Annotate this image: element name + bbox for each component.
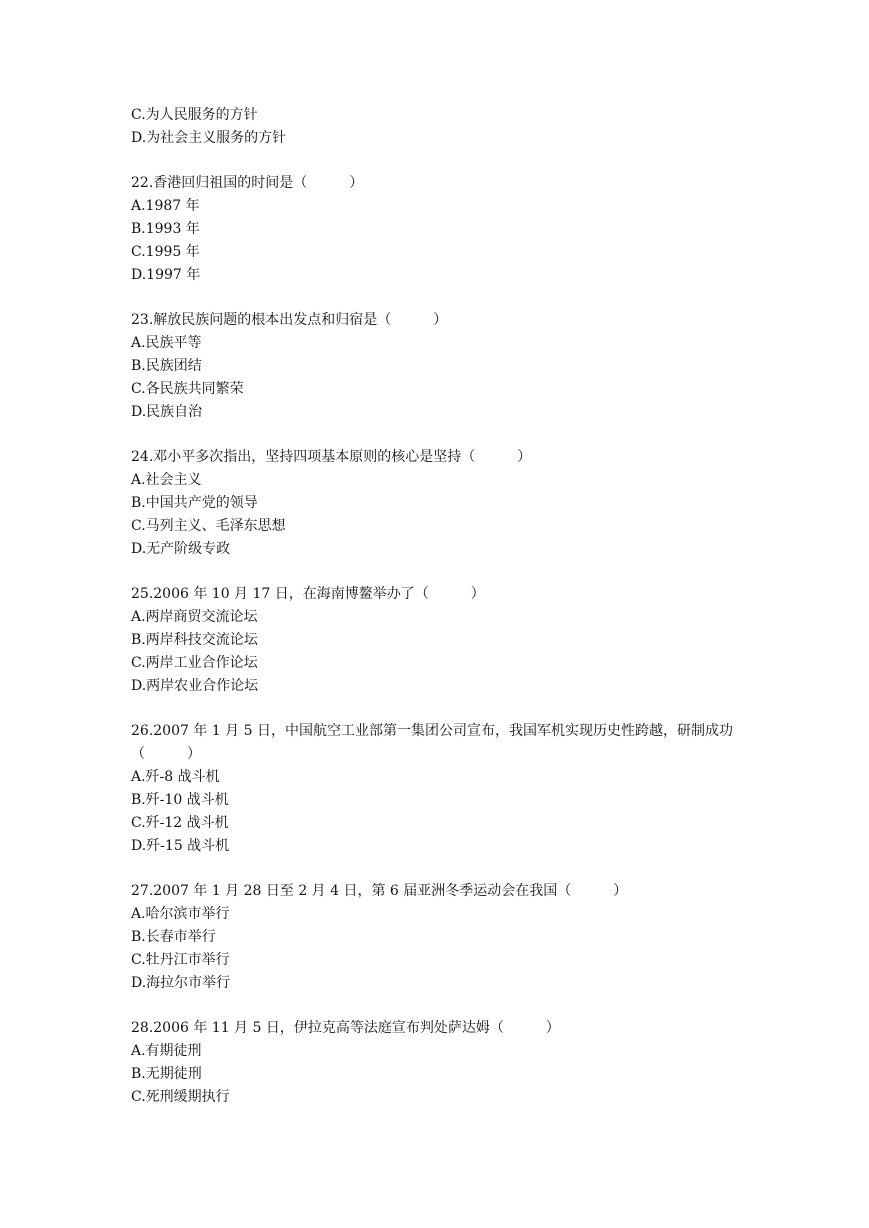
- question-25: [131, 583, 751, 698]
- option-d: D.1997 年: [131, 267, 201, 283]
- option-a: A.两岸商贸交流论坛: [131, 609, 258, 625]
- leading-options: [131, 104, 751, 150]
- question-27: [131, 880, 751, 995]
- option-a: A.有期徒刑: [131, 1043, 202, 1059]
- question-title: 22.香港回归祖国的时间是（ ）: [131, 175, 364, 191]
- option-a: A.民族平等: [131, 335, 202, 351]
- option-b: B.民族团结: [131, 358, 202, 374]
- option-d: D.民族自治: [131, 404, 203, 420]
- question-list: [131, 104, 751, 1109]
- option-c: C.1995 年: [131, 244, 200, 260]
- question-title: 25.2006 年 10 月 17 日，在海南博鳌举办了（ ）: [131, 586, 485, 602]
- option-d: D.为社会主义服务的方针: [131, 130, 287, 146]
- option-a: A.哈尔滨市举行: [131, 906, 230, 922]
- option-c: C.为人民服务的方针: [131, 107, 258, 123]
- option-b: B.1993 年: [131, 221, 200, 237]
- question-26: [131, 720, 751, 858]
- question-23: [131, 309, 751, 424]
- option-c: C.两岸工业合作论坛: [131, 655, 258, 671]
- option-d: D.无产阶级专政: [131, 541, 231, 557]
- option-a: A.社会主义: [131, 472, 202, 488]
- option-c: C.歼-12 战斗机: [131, 815, 229, 831]
- option-c: C.死刑缓期执行: [131, 1089, 230, 1105]
- question-title: 28.2006 年 11 月 5 日，伊拉克高等法庭宣布判处萨达姆（ ）: [131, 1020, 560, 1036]
- question-title: 27.2007 年 1 月 28 日至 2 月 4 日，第 6 届亚洲冬季运动会在我国（ ）: [131, 883, 628, 899]
- question-title: 26.2007 年 1 月 5 日，中国航空工业部第一集团公司宣布，我国军机实现历史性跨越，研制成功（ ）: [131, 723, 733, 762]
- option-c: C.各民族共同繁荣: [131, 381, 244, 397]
- option-a: A.歼-8 战斗机: [131, 769, 220, 785]
- question-22: [131, 172, 751, 287]
- question-28: [131, 1017, 751, 1109]
- option-c: C.牡丹江市举行: [131, 952, 230, 968]
- option-b: B.无期徒刑: [131, 1066, 202, 1082]
- question-24: [131, 446, 751, 561]
- question-title: 23.解放民族问题的根本出发点和归宿是（ ）: [131, 312, 448, 328]
- option-b: B.歼-10 战斗机: [131, 792, 229, 808]
- option-d: D.海拉尔市举行: [131, 975, 231, 991]
- option-d: D.两岸农业合作论坛: [131, 678, 259, 694]
- option-c: C.马列主义、毛泽东思想: [131, 518, 286, 534]
- option-a: A.1987 年: [131, 198, 200, 214]
- question-title: 24.邓小平多次指出，坚持四项基本原则的核心是坚持（ ）: [131, 449, 532, 465]
- option-d: D.歼-15 战斗机: [131, 838, 230, 854]
- option-b: B.两岸科技交流论坛: [131, 632, 258, 648]
- option-b: B.中国共产党的领导: [131, 495, 258, 511]
- option-b: B.长春市举行: [131, 929, 216, 945]
